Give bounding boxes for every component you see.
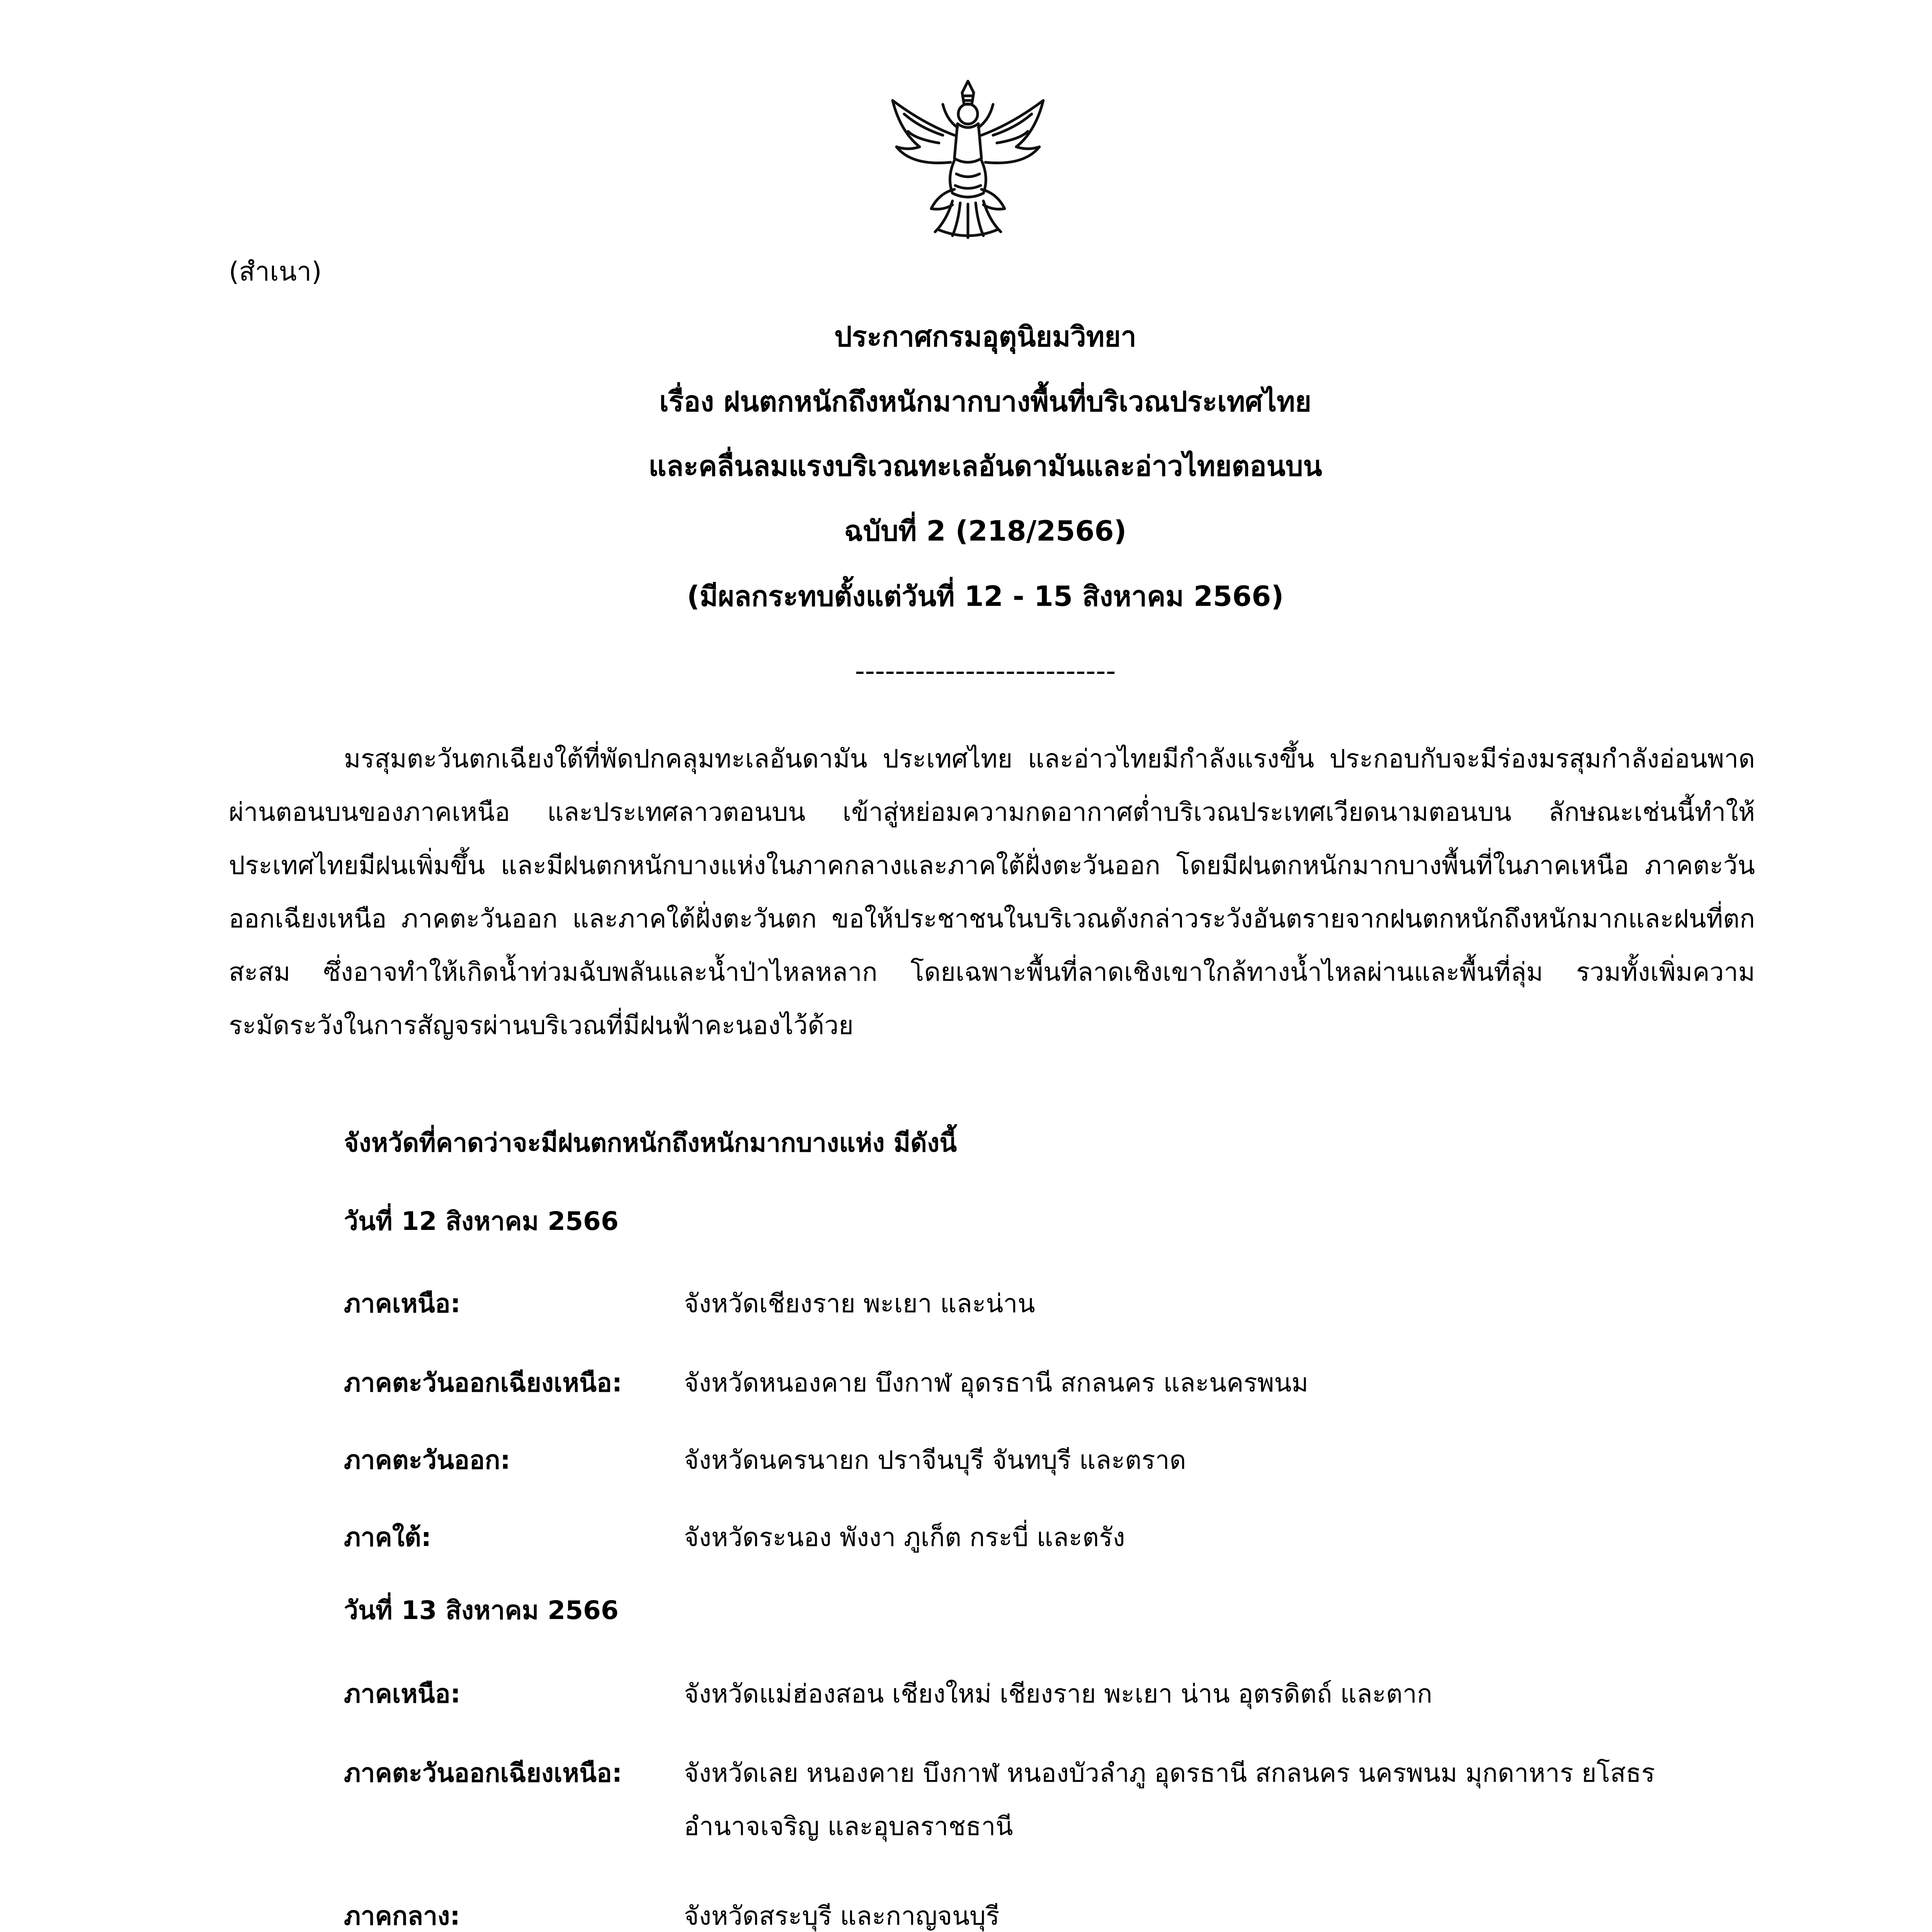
region-provinces: จังหวัดหนองคาย บึงกาฬ อุดรธานี สกลนคร และนครพนม xyxy=(684,1368,1308,1398)
region-name: ภาคเหนือ: xyxy=(344,1289,461,1318)
title-divider: -------------------------- xyxy=(855,655,1116,687)
day-heading: วันที่ 12 สิงหาคม 2566 xyxy=(344,1206,619,1236)
body-paragraph-text: มรสุมตะวันตกเฉียงใต้ที่พัดปกคลุมทะเลอันดามัน ประเทศไทย และอ่าวไทยมีกำลังแรงขึ้น ประกอบกับจะมีร่องมรสุมกำลังอ่อนพาดผ่านตอนบนของภาคเหนือ และประเทศลาวตอนบน เข้าสู่หย่อมความกดอากาศต่ำบริเวณประเทศเวียดนามตอนบน ลักษณะเช่นนี้ทำให้ประเทศไทยมีฝนเพิ่มขึ้น และมีฝนตกหนักบางแห่งในภาคกลางและภาคใต้ฝั่งตะวันออก โดยมีฝนตกหนักมากบางพื้นที่ในภาคเหนือ ภาคตะวันออกเฉียงเหนือ ภาคตะวันออก และภาคใต้ฝั่งตะวันตก ขอให้ประชาชนในบริเวณดังกล่าวระวังอันตรายจากฝนตกหนักถึงหนักมากและฝนที่ตกสะสม ซึ่งอาจทำให้เกิดน้ำท่วมฉับพลันและน้ำป่าไหลหลาก โดยเฉพาะพื้นที่ลาดเชิงเขาใกล้ทางน้ำไหลผ่านและพื้นที่ลุ่ม รวมทั้งเพิ่มความระมัดระวังในการสัญจรผ่านบริเวณที่มีฝนฟ้าคะนองไว้ด้วย xyxy=(229,744,1755,1040)
region-name: ภาคใต้: xyxy=(344,1522,432,1552)
announcement-title: ประกาศกรมอุตุนิยมวิทยา xyxy=(834,320,1136,353)
region-row xyxy=(344,1667,1758,1721)
region-row xyxy=(344,1889,1758,1932)
announcement-effective-dates: (มีผลกระทบตั้งแต่วันที่ 12 - 15 สิงหาคม 2566) xyxy=(687,580,1284,612)
region-name: ภาคกลาง: xyxy=(344,1901,460,1931)
region-row xyxy=(344,1356,1758,1410)
region-name: ภาคตะวันออกเฉียงเหนือ: xyxy=(344,1758,622,1788)
region-provinces: จังหวัดสระบุรี และกาญจนบุรี xyxy=(684,1901,1000,1931)
copy-label: (สำเนา) xyxy=(229,257,322,287)
region-row xyxy=(344,1747,1758,1853)
announcement-subject-cont: และคลื่นลมแรงบริเวณทะเลอันดามันและอ่าวไทยตอนบน xyxy=(648,450,1322,482)
region-name: ภาคเหนือ: xyxy=(344,1679,461,1709)
region-row xyxy=(344,1277,1758,1330)
region-row xyxy=(344,1434,1758,1487)
region-name: ภาคตะวันออกเฉียงเหนือ: xyxy=(344,1368,622,1398)
region-name: ภาคตะวันออก: xyxy=(344,1445,510,1475)
region-provinces: จังหวัดระนอง พังงา ภูเก็ต กระบี่ และตรัง xyxy=(684,1522,1125,1552)
region-provinces: จังหวัดนครนายก ปราจีนบุรี จันทบุรี และตราด xyxy=(684,1445,1186,1475)
garuda-emblem-icon xyxy=(885,77,1051,240)
region-provinces: จังหวัดเชียงราย พะเยา และน่าน xyxy=(684,1289,1035,1318)
announcement-issue-number: ฉบับที่ 2 (218/2566) xyxy=(844,515,1127,547)
announcement-subject: เรื่อง ฝนตกหนักถึงหนักมากบางพื้นที่บริเวณประเทศไทย xyxy=(659,385,1311,418)
provinces-heading: จังหวัดที่คาดว่าจะมีฝนตกหนักถึงหนักมากบางแห่ง มีดังนี้ xyxy=(344,1128,957,1158)
day-heading: วันที่ 13 สิงหาคม 2566 xyxy=(344,1595,619,1625)
region-provinces: จังหวัดเลย หนองคาย บึงกาฬ หนองบัวลำภู อุดรธานี สกลนคร นครพนม มุกดาหาร ยโสธร อำนาจเจริญ และอุบลราชธานี xyxy=(684,1758,1655,1841)
body-paragraph xyxy=(229,732,1755,1052)
region-row xyxy=(344,1511,1758,1564)
region-provinces: จังหวัดแม่ฮ่องสอน เชียงใหม่ เชียงราย พะเยา น่าน อุตรดิตถ์ และตาก xyxy=(684,1679,1432,1709)
